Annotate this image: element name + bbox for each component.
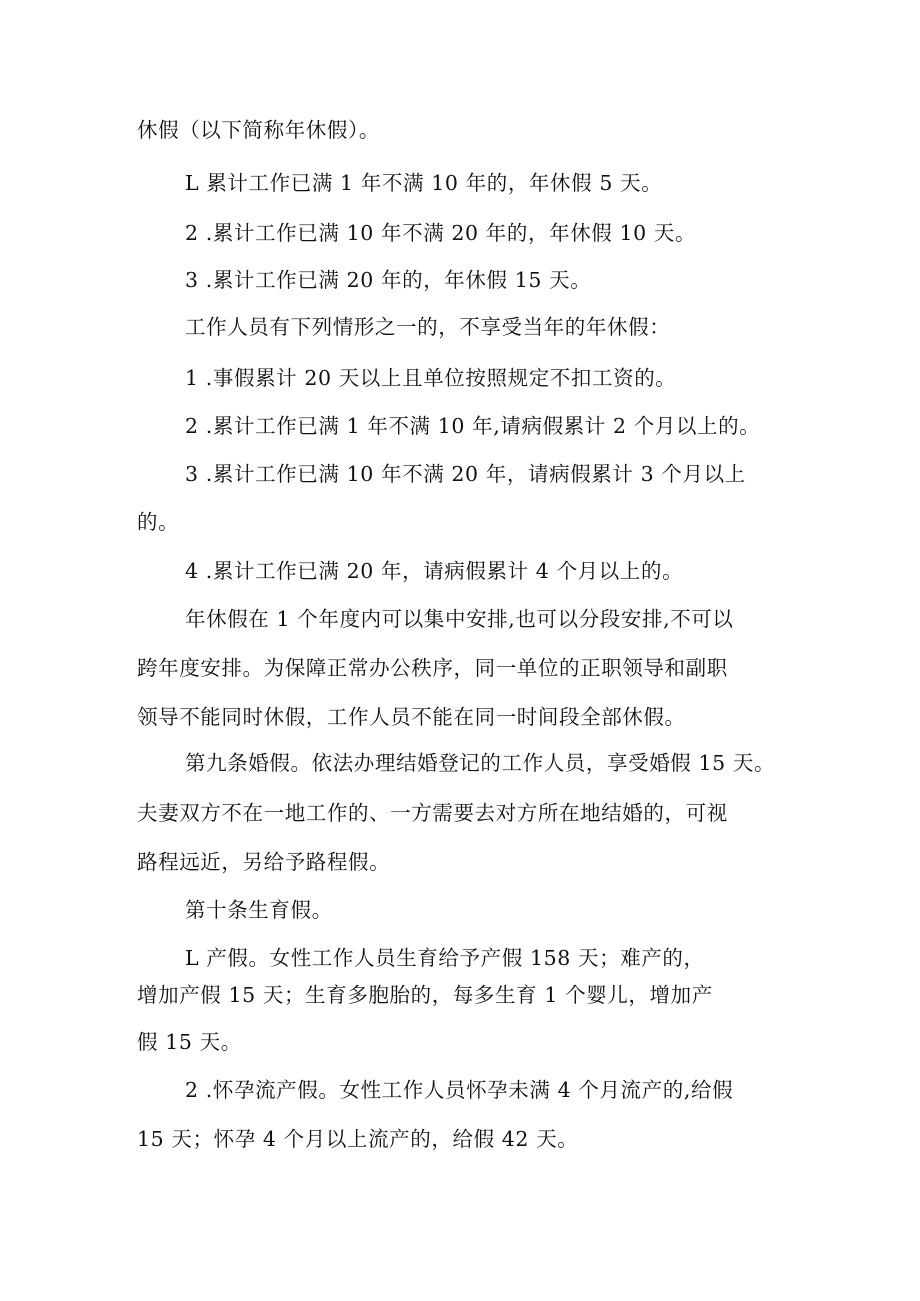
text-line: 2 .怀孕流产假。女性工作人员怀孕未满 4 个月流产的,给假 <box>185 1078 734 1102</box>
text-line: 15 天；怀孕 4 个月以上流产的，给假 42 天。 <box>137 1127 579 1151</box>
text-line: 假 15 天。 <box>137 1030 242 1054</box>
text-line: 3 .累计工作已满 10 年不满 20 年，请病假累计 3 个月以上 <box>185 462 746 486</box>
text-line: 工作人员有下列情形之一的，不享受当年的年休假： <box>185 315 671 339</box>
text-line: 领导不能同时休假，工作人员不能在同一时间段全部休假。 <box>137 705 686 729</box>
text-line: 第十条生育假。 <box>185 898 333 922</box>
text-line: 1 .事假累计 20 天以上且单位按照规定不扣工资的。 <box>185 366 677 390</box>
text-line: L 产假。女性工作人员生育给予产假 158 天；难产的， <box>185 946 705 970</box>
text-line: 增加产假 15 天；生育多胞胎的，每多生育 1 个婴儿，增加产 <box>137 983 713 1007</box>
text-line: 的。 <box>137 510 180 534</box>
text-line: 夫妻双方不在一地工作的、一方需要去对方所在地结婚的，可视 <box>137 801 728 825</box>
text-line: L 累计工作已满 1 年不满 10 年的，年休假 5 天。 <box>185 171 663 195</box>
text-line: 2 .累计工作已满 10 年不满 20 年的，年休假 10 天。 <box>185 221 697 245</box>
text-line: 4 .累计工作已满 20 年，请病假累计 4 个月以上的。 <box>185 559 684 583</box>
text-line: 休假（以下简称年休假）。 <box>137 118 380 142</box>
text-line: 跨年度安排。为保障正常办公秩序，同一单位的正职领导和副职 <box>137 656 728 680</box>
text-line: 3 .累计工作已满 20 年的，年休假 15 天。 <box>185 268 592 292</box>
text-line: 2 .累计工作已满 1 年不满 10 年,请病假累计 2 个月以上的。 <box>185 414 761 438</box>
text-line: 年休假在 1 个年度内可以集中安排,也可以分段安排,不可以 <box>185 607 734 631</box>
text-line: 第九条婚假。依法办理结婚登记的工作人员，享受婚假 15 天。 <box>185 751 776 775</box>
text-line: 路程远近，另给予路程假。 <box>137 850 391 874</box>
